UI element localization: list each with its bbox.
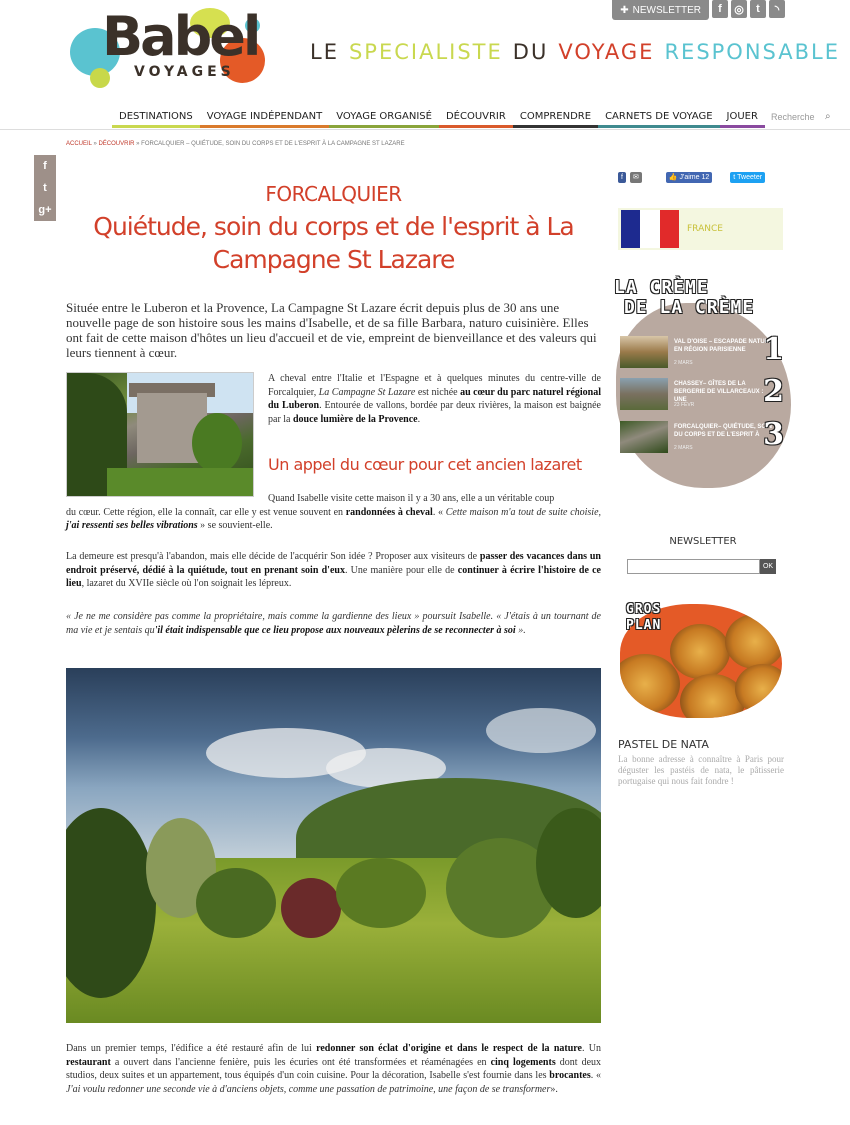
nav-item-voyage-organise[interactable]: VOYAGE ORGANISÉ [329,110,439,128]
instagram-icon[interactable]: ◎ [731,0,747,18]
newsletter-form [627,559,776,574]
header-top-bar [612,0,785,20]
newsletter-title: NEWSLETTER [669,536,737,547]
site-header [0,0,850,130]
logo-subtext: VOYAGES [134,64,235,80]
tagline-word: LE [310,40,339,64]
rss-icon[interactable]: ◝ [769,0,785,18]
breadcrumb-current: FORCALQUIER – QUIÉTUDE, SOIN DU CORPS ET DE L'ESPRIT À LA CAMPAGNE ST LAZARE [141,141,405,147]
tagline-word: DU [512,40,549,64]
creme-item-title: VAL D'OISE – ESCAPADE NATURE EN RÉGION PARISIENNE [674,339,773,353]
sidebar-share [618,170,788,184]
creme-item-date: 2 MARS [674,360,693,366]
facebook-icon[interactable]: f [43,160,47,172]
thumbs-up-icon: 👍 [668,174,678,181]
newsletter-submit-button[interactable]: OK [760,559,776,574]
like-label: J'aime 12 [679,173,710,181]
newsletter-button[interactable] [612,0,709,20]
country-name: FRANCE [687,224,723,234]
gros-plan-name[interactable]: PASTEL DE NATA [618,738,709,751]
gros-plan-title-line-1: GROS [626,602,662,617]
gros-plan-title-line-2: PLAN [626,618,662,633]
plus-icon: ✚ [620,4,629,16]
creme-item[interactable] [620,417,790,455]
tweet-label: Tweeter [737,173,763,181]
gros-plan-description: La bonne adresse à connaître à Paris pour déguster les pastéis de nata, le pâtisserie portugaise qui nous fait fondre ! [618,754,784,786]
creme-item-rank: 2 [763,374,784,409]
breadcrumb: ACCUEIL » DÉCOUVRIR » FORCALQUIER – QUIÉTUDE, SOIN DU CORPS ET DE L'ESPRIT À LA CAMPAGNE ST LAZARE [66,141,405,147]
nav-divider [0,129,850,130]
creme-item-title: CHASSEY– GÎTES DE LA BERGERIE DE VILLARCEAUX : UNE [674,381,764,403]
nav-item-decouvrir[interactable]: DÉCOUVRIR [439,110,513,128]
article-paragraph-restoration: Dans un premier temps, l'édifice a été restauré afin de lui redonner son éclat d'origine et dans le respect de la nature. Un restaurant a ouvert dans l'ancienne fenière, puis les écuries ont été transformées et réaménagées en cinq logements dont deux studios, deux suites et un appartement, tous équipés d'un coin cuisine. Pour la décoration, Isabelle s'est fournie dans les brocantes. « J'ai voulu redonner une seconde vie à d'anciens objets, comme une passation de patrimoine, une façon de se transformer». [66,1043,602,1095]
creme-de-la-creme-widget [608,278,798,493]
article-paragraph-isabelle: Quand Isabelle visite cette maison il y a 30 ans, elle a un véritable coup du cœur. Cette région, elle la connaît, car elle y est venue souvent en randonnées à cheval. « Cette maison m'a tout de suite choisie, j'ai ressenti ses belles vibrations » se souvient-elle. [66,493,602,531]
article-paragraph-demeure: La demeure est presqu'à l'abandon, mais elle décide de l'acquérir Son idée ? Proposer aux visiteurs de passer des vacances dans un endroit préservé, dédié à la quiétude, tout en prenant soin d'eux. Une manière pour elle de continuer à écrire l'histoire de ce lieu, lazaret du XVIIe siècle où l'on soignait les lépreux. [66,551,601,589]
logo-splash-green [90,68,110,88]
logo-text: Babel [102,5,259,68]
nav-item-carnets-de-voyage[interactable]: CARNETS DE VOYAGE [598,110,719,128]
creme-item-date: 2 MARS [674,445,693,451]
facebook-like-button[interactable] [666,172,712,183]
landscape-photo [66,668,601,1023]
tagline-word: RESPONSABLE [664,40,841,64]
nav-item-voyage-independant[interactable]: VOYAGE INDÉPENDANT [200,110,329,128]
breadcrumb-section[interactable]: DÉCOUVRIR [98,141,135,147]
creme-thumbnail [620,336,668,368]
article-paragraph-location: A cheval entre l'Italie et l'Espagne et à quelques minutes du centre-ville de Forcalquier, La Campagne St Lazare est nichée au cœur du parc naturel régional du Luberon. Entourée de vallons, bordée par deux rivières, la maison est baignée par la douce lumière de la Provence. [268,373,601,425]
nav-item-jouer[interactable]: JOUER [720,110,765,128]
search-icon[interactable]: ⌕ [824,111,831,122]
country-box[interactable] [618,208,783,250]
article-paragraph-quote: « Je ne me considère pas comme la propriétaire, mais comme la gardienne des lieux » poursuit Isabelle. « J'étais à un tournant de ma vie et je sentais qu'il était indispensable que ce lieu propose aux nouveaux pèlerins de se reconnecter à soi ». [66,611,601,636]
article-subheading: Un appel du cœur pour cet ancien lazaret [268,455,582,474]
tagline-word: VOYAGE [558,40,655,64]
site-logo[interactable] [70,5,270,98]
tweet-button[interactable] [730,172,765,183]
twitter-icon[interactable]: t [43,182,47,194]
twitter-icon[interactable]: t [750,0,766,18]
mail-icon[interactable]: ✉ [630,172,642,183]
google-plus-icon[interactable]: g+ [38,204,52,216]
creme-title-line-2: DE LA CRÈME [624,297,755,318]
house-photo [66,372,254,497]
creme-item-title: FORCALQUIER– QUIÉTUDE, SOIN DU CORPS ET DE L'ESPRIT À [674,424,773,438]
tagline-word: SPECIALISTE [348,40,503,64]
nav-item-comprendre[interactable]: COMPRENDRE [513,110,598,128]
article [66,180,602,1095]
creme-thumbnail [620,421,668,453]
breadcrumb-home[interactable]: ACCUEIL [66,141,92,147]
article-lead: Située entre le Luberon et la Provence, La Campagne St Lazare écrit depuis plus de 30 ans une nouvelle page de son histoire sous les mains d'Isabelle, et de sa fille Barbara, naturo cuisinière. Elles ont fait de cette maison d'hôtes un lieu d'accueil et de vie, empreint de bienveillance et des valeurs qui leurs tiennent à cœur. [66,300,597,360]
creme-item[interactable] [620,374,790,412]
twitter-icon: t [733,173,736,181]
article-kicker: FORCALQUIER [265,182,402,206]
creme-item-rank: 1 [763,332,784,367]
creme-title-line-1: LA CRÈME [614,277,709,298]
newsletter-email-field[interactable] [627,559,760,574]
france-flag-icon [621,210,679,248]
nav-item-destinations[interactable]: DESTINATIONS [112,110,200,128]
creme-item-date: 23 FÉVR [674,402,695,408]
article-title: Quiétude, soin du corps et de l'esprit à La Campagne St Lazare [93,212,574,274]
search-input[interactable]: Recherche [770,112,815,122]
gros-plan-title [626,602,661,634]
site-tagline [310,40,850,64]
facebook-icon[interactable]: f [618,172,626,183]
creme-item[interactable] [620,332,790,370]
gros-plan-widget[interactable] [618,598,783,718]
facebook-icon[interactable]: f [712,0,728,18]
newsletter-button-label: NEWSLETTER [632,4,701,16]
creme-title [614,278,754,318]
sidebar [614,170,788,786]
creme-item-rank: 3 [763,417,784,452]
main-nav [112,110,831,130]
floating-share-bar [34,155,56,221]
creme-thumbnail [620,378,668,410]
